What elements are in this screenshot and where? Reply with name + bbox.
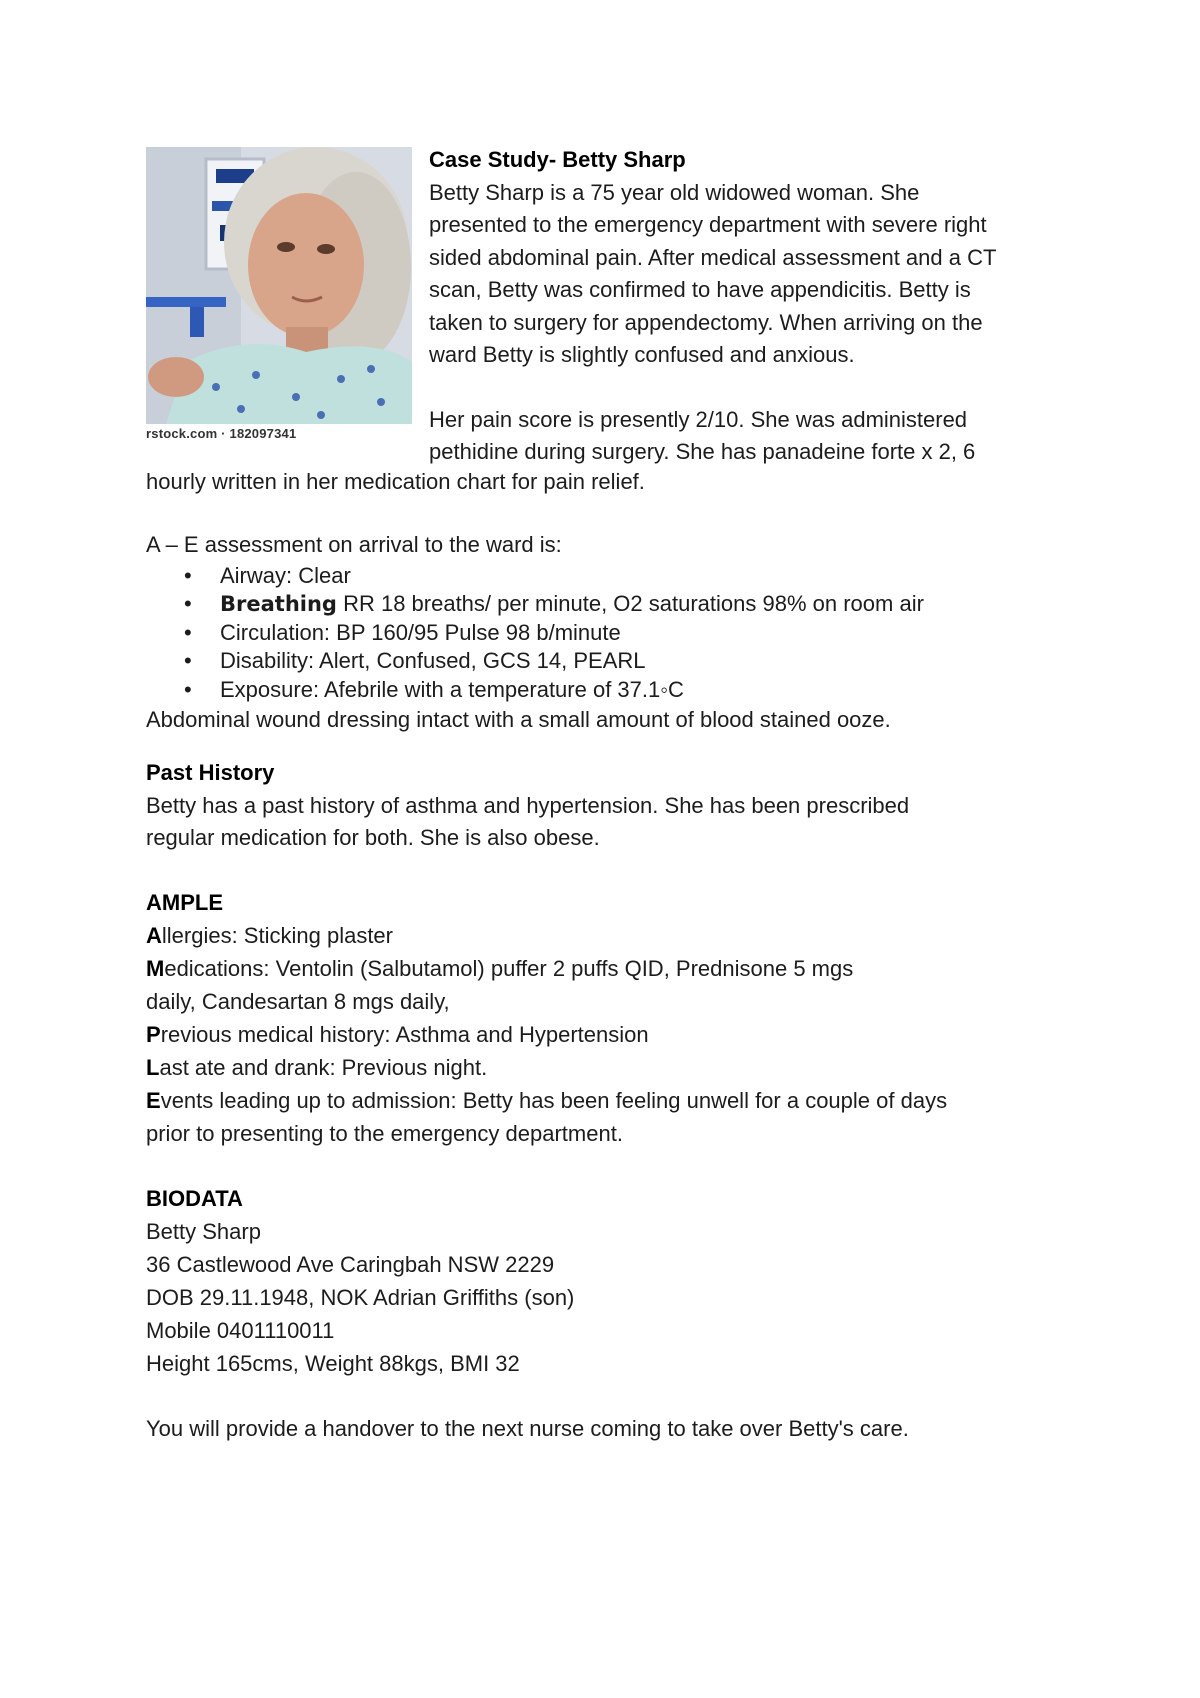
ample-allergies (146, 919, 1066, 952)
closing-section (146, 1413, 1066, 1446)
ample-text: edications: Ventolin (Salbutamol) puffer 2 puffs QID, Prednisone 5 mgs (164, 956, 854, 981)
ample-letter: P (146, 1022, 161, 1047)
biodata-line: Mobile 0401110011 (146, 1318, 335, 1343)
wound-note: Abdominal wound dressing intact with a small amount of blood stained ooze. (146, 707, 891, 732)
biodata-line: Betty Sharp (146, 1219, 261, 1244)
assessment-item-disability (146, 647, 1066, 676)
assessment-item-text: Circulation: BP 160/95 Pulse 98 b/minute (220, 619, 621, 645)
pain-wrap-section (146, 466, 1066, 499)
assessment-item-term: Breathing (220, 592, 337, 616)
ample-letter: M (146, 956, 165, 981)
intro-line: taken to surgery for appendectomy. When arriving on the (429, 309, 983, 335)
photo-credit: rstock.com · 182097341 (146, 426, 297, 441)
assessment-item-text: Exposure: Afebrile with a temperature of 37.1◦C (220, 676, 684, 702)
past-history-heading: Past History (146, 760, 275, 785)
intro-line: scan, Betty was confirmed to have appendicitis. Betty is (429, 277, 971, 302)
pain-line: pethidine during surgery. She has panadeine forte x 2, 6 (429, 439, 976, 464)
ample-medications-wrap: daily, Candesartan 8 mgs daily, (146, 989, 450, 1014)
bullet-icon: • (184, 562, 192, 588)
intro-line: presented to the emergency department with severe right (429, 212, 987, 237)
ample-letter: L (146, 1055, 160, 1080)
assessment-heading: A – E assessment on arrival to the ward is: (146, 532, 562, 557)
ample-text: ast ate and drank: Previous night. (159, 1055, 488, 1080)
ample-letter: E (146, 1088, 161, 1113)
biodata-line: DOB 29.11.1948, NOK Adrian Griffiths (son) (146, 1285, 575, 1310)
bullet-icon: • (184, 591, 192, 616)
ample-text: revious medical history: Asthma and Hypertension (160, 1022, 649, 1047)
ample-letter: A (146, 923, 162, 948)
patient-photo-illustration (146, 147, 412, 424)
intro-section (429, 144, 1069, 469)
assessment-item-text: Disability: Alert, Confused, GCS 14, PEARL (220, 648, 646, 673)
past-history-line: regular medication for both. She is also obese. (146, 825, 600, 850)
assessment-item-exposure (146, 676, 1066, 705)
ample-last (146, 1051, 1066, 1084)
ample-events (146, 1084, 1066, 1117)
intro-line: Betty Sharp is a 75 year old widowed woman. She (429, 179, 920, 205)
biodata-heading: BIODATA (146, 1186, 243, 1211)
pain-wrap-line: hourly written in her medication chart for pain relief. (146, 469, 645, 494)
biodata-section (146, 1182, 1066, 1380)
assessment-item-text: RR 18 breaths/ per minute, O2 saturations 98% on room air (336, 591, 924, 616)
bullet-icon: • (184, 619, 192, 645)
patient-photo (146, 147, 412, 424)
assessment-list (146, 562, 1066, 705)
ample-events-wrap: prior to presenting to the emergency department. (146, 1121, 623, 1146)
assessment-section (146, 529, 1066, 737)
biodata-line: Height 165cms, Weight 88kgs, BMI 32 (146, 1351, 520, 1376)
pain-line: Her pain score is presently 2/10. She was administered (429, 406, 968, 432)
assessment-item-airway (146, 562, 1066, 591)
ample-section (146, 886, 1066, 1150)
past-history-line: Betty has a past history of asthma and hypertension. She has been prescribed (146, 792, 910, 818)
intro-line: sided abdominal pain. After medical assessment and a CT (429, 244, 997, 270)
intro-line: ward Betty is slightly confused and anxious. (429, 342, 855, 367)
case-study-title: Case Study- Betty Sharp (429, 147, 686, 172)
bullet-icon: • (184, 676, 192, 702)
closing-line: You will provide a handover to the next nurse coming to take over Betty's care. (146, 1416, 909, 1441)
bullet-icon: • (184, 648, 192, 673)
ample-previous (146, 1018, 1066, 1051)
assessment-item-breathing (146, 590, 1066, 619)
biodata-line: 36 Castlewood Ave Caringbah NSW 2229 (146, 1252, 555, 1277)
ample-heading: AMPLE (146, 890, 223, 915)
ample-text: llergies: Sticking plaster (161, 923, 393, 948)
past-history-section (146, 757, 1066, 855)
ample-text: vents leading up to admission: Betty has been feeling unwell for a couple of days (160, 1088, 948, 1113)
ample-medications (146, 952, 1066, 985)
assessment-item-text: Airway: Clear (220, 562, 351, 588)
assessment-item-circulation (146, 619, 1066, 648)
